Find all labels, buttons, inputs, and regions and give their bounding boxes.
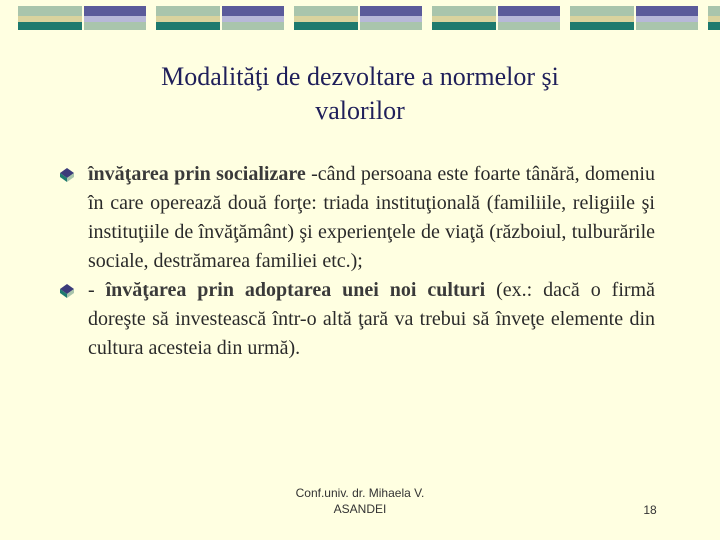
bottom-decorative-band <box>0 534 720 540</box>
band-segment <box>708 16 720 22</box>
band-segment <box>294 6 358 16</box>
band-segment <box>360 6 422 16</box>
band-segment <box>636 6 698 16</box>
footer-author-line2: ASANDEI <box>333 502 387 516</box>
band-segment <box>570 22 634 30</box>
bullet-item <box>60 160 655 276</box>
band-segment <box>432 16 496 22</box>
band-segment <box>636 22 698 30</box>
band-segment <box>294 16 358 22</box>
band-segment <box>708 6 720 16</box>
diamond-bullet-icon <box>60 284 74 298</box>
band-segment <box>222 22 284 30</box>
bullet-prefix: - <box>88 279 106 301</box>
band-segment <box>360 22 422 30</box>
band-segment <box>498 6 560 16</box>
band-segment <box>84 16 146 22</box>
footer-author <box>262 485 458 517</box>
band-segment <box>570 6 634 16</box>
band-segment <box>294 22 358 30</box>
page-number: 18 <box>643 503 657 517</box>
band-segment <box>432 22 496 30</box>
band-segment <box>498 16 560 22</box>
slide-title-line1: Modalităţi de dezvoltare a normelor şi <box>161 62 559 91</box>
band-segment <box>84 6 146 16</box>
footer-author-line1: Conf.univ. dr. Mihaela V. <box>295 486 425 500</box>
bullet-item <box>60 276 655 363</box>
band-segment <box>156 6 220 16</box>
top-band-graphic <box>0 0 720 30</box>
slide-title-line2: valorilor <box>315 96 405 125</box>
diamond-bullet-icon <box>60 168 74 182</box>
slide-body <box>60 160 655 363</box>
band-segment <box>18 16 82 22</box>
band-segment <box>156 22 220 30</box>
bullet-emphasis: învăţarea prin adoptarea unei noi culturi <box>105 279 486 301</box>
band-segment <box>708 22 720 30</box>
band-segment <box>18 6 82 16</box>
bullet-text: (ex.: dacă o firmă doreşte să investească într-o altă ţară va trebui să înveţe elemente din cultura acesteia din urmă). <box>88 279 655 359</box>
band-segment <box>84 22 146 30</box>
band-segment <box>360 16 422 22</box>
band-segment <box>222 6 284 16</box>
top-decorative-band <box>0 0 720 30</box>
band-segment <box>156 16 220 22</box>
slide-title <box>60 60 660 128</box>
band-segment <box>432 6 496 16</box>
band-segment <box>222 16 284 22</box>
band-segment <box>570 16 634 22</box>
band-segment <box>498 22 560 30</box>
bullet-emphasis: învăţarea prin socializare <box>88 163 306 185</box>
band-segment <box>18 22 82 30</box>
bullet-text: -când persoana este foarte tânără, domeniu în care operează două forţe: triada instituţională (familiile, religiile şi instituţiile de învăţământ) şi experienţele de viaţă (războiul, tulburările sociale, destrămarea familiei etc.); <box>88 163 655 272</box>
band-segment <box>636 16 698 22</box>
